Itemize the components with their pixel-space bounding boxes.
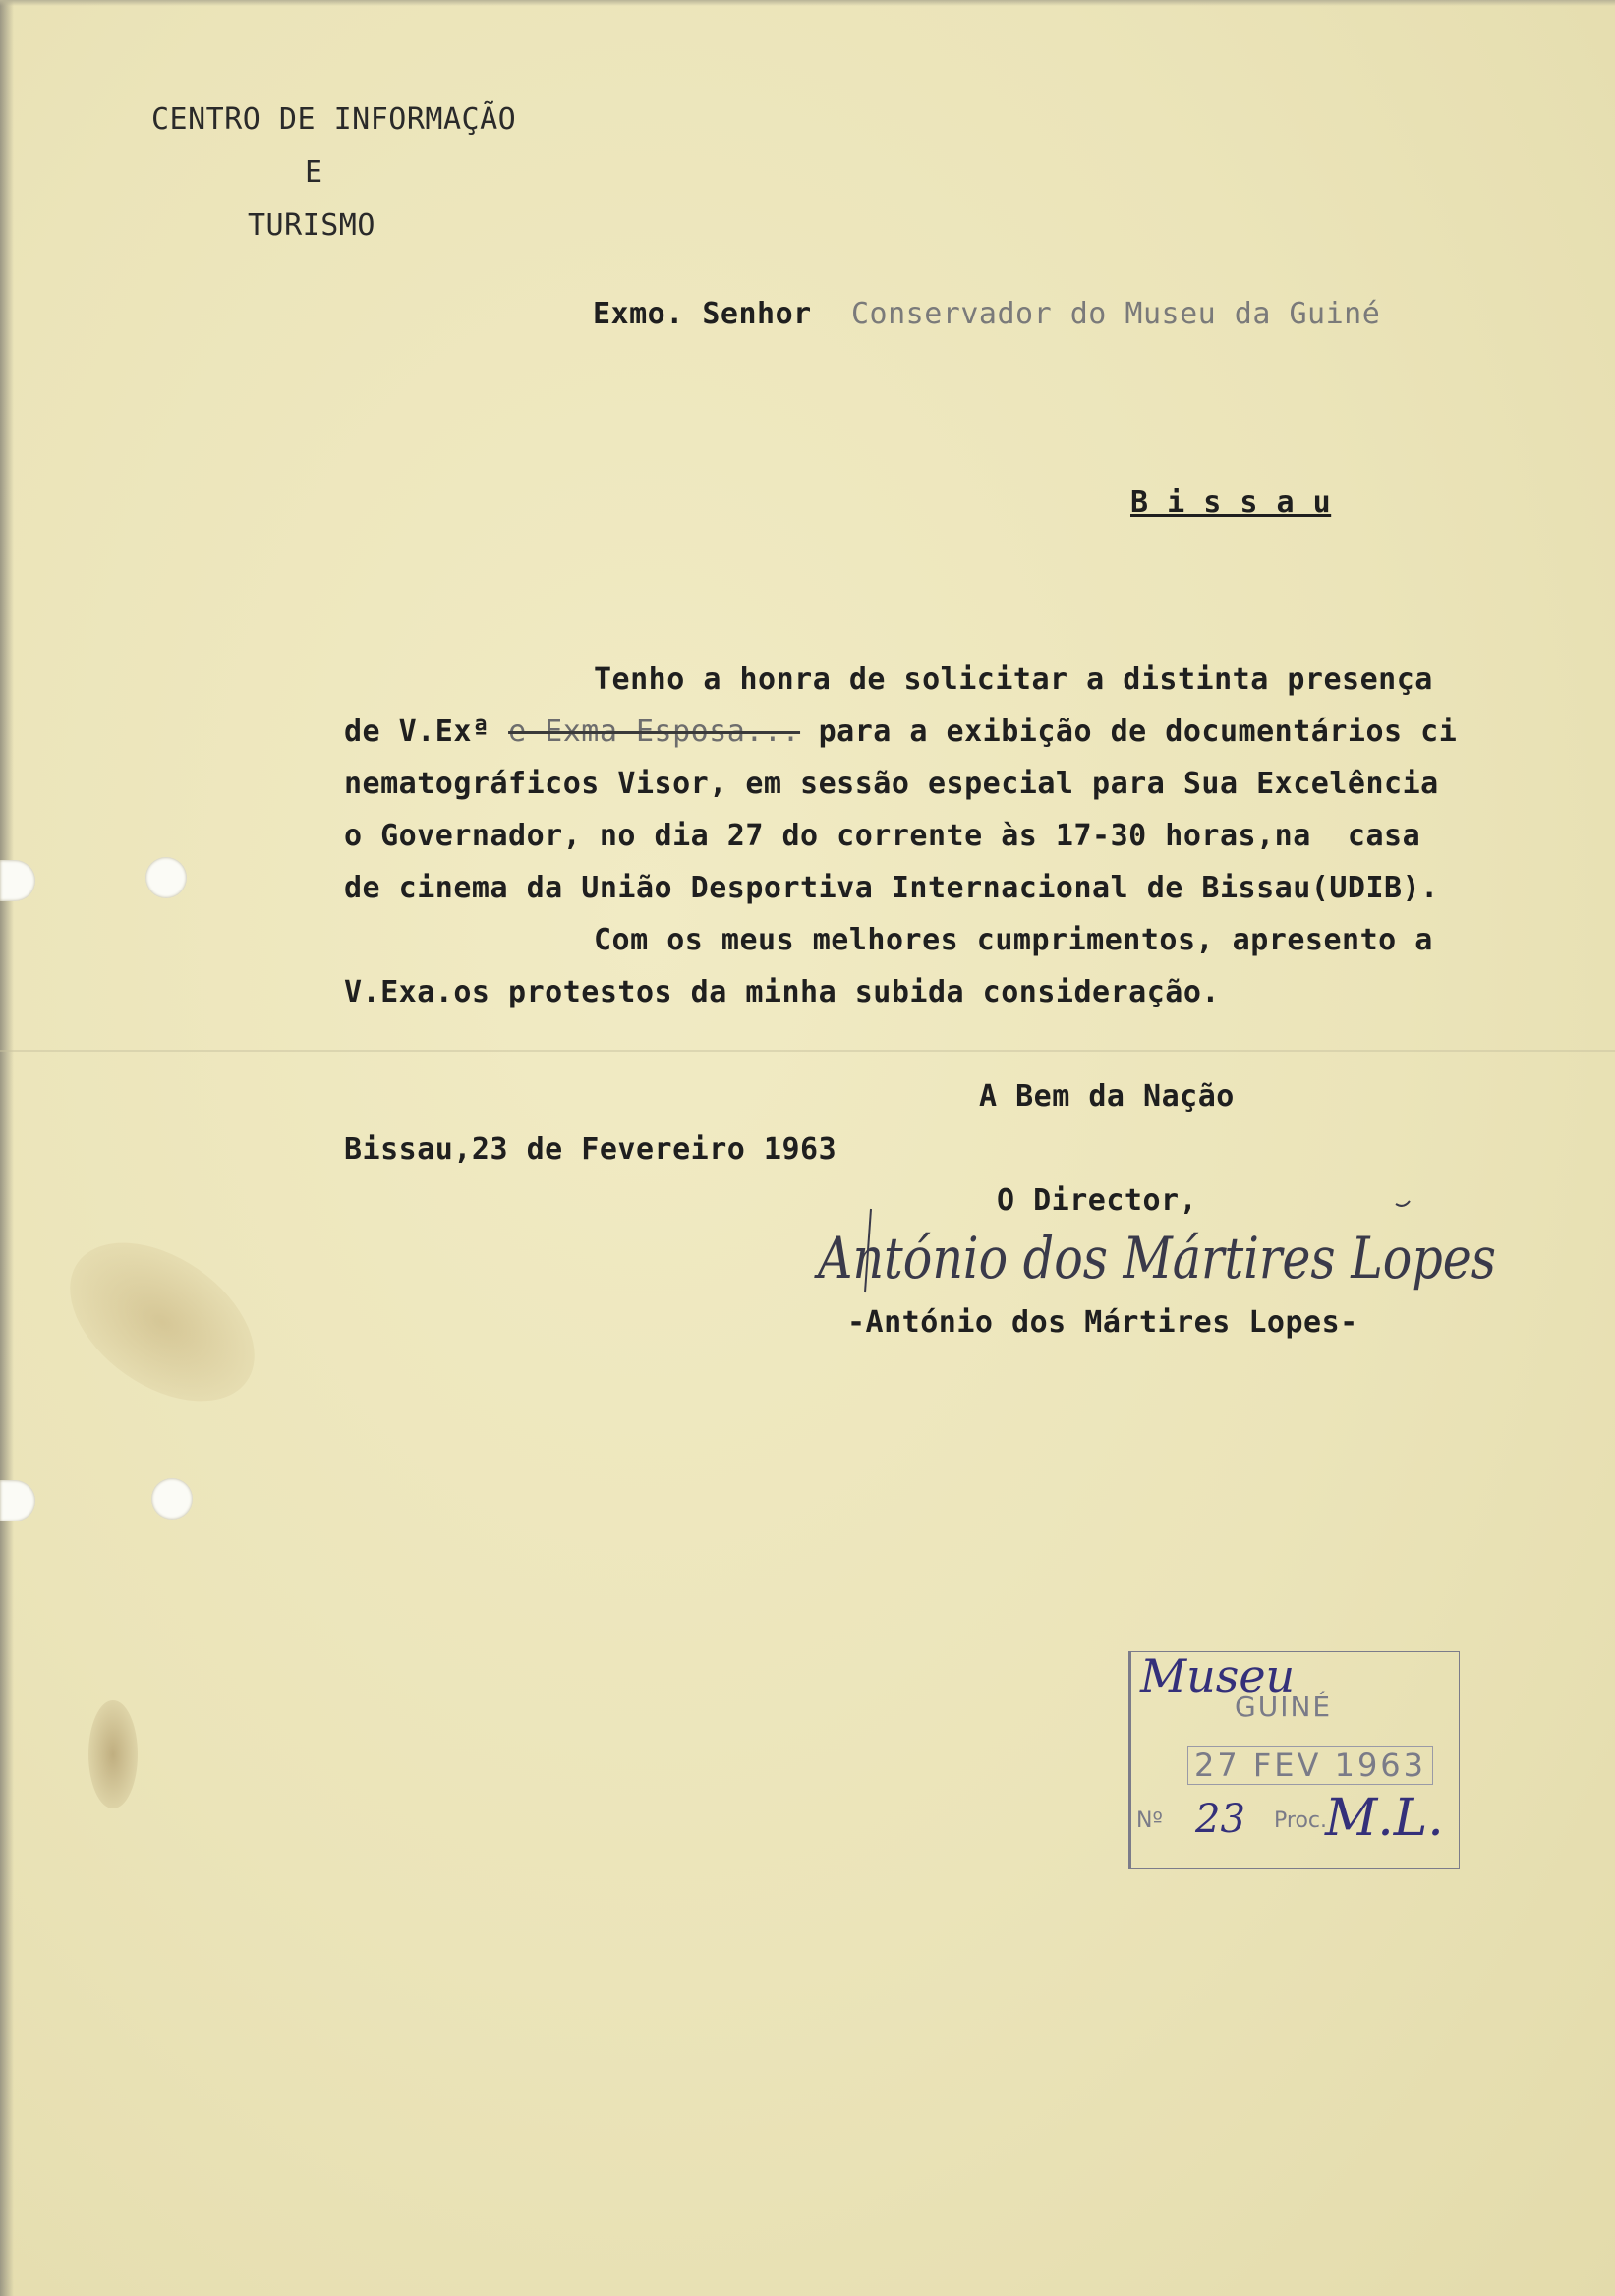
stamp-institution: GUINÉ bbox=[1235, 1691, 1333, 1723]
signatory-title: O Director, bbox=[997, 1183, 1198, 1218]
body-line-4: o Governador, no dia 27 do corrente às 17-30 horas,na casa bbox=[344, 819, 1421, 853]
body-line-5: de cinema da União Desportiva Internacional de Bissau(UDIB). bbox=[344, 871, 1439, 905]
body-line-1: Tenho a honra de solicitar a distinta presença bbox=[594, 662, 1433, 697]
stamp-institution-handwritten: Museu bbox=[1140, 1649, 1296, 1702]
stamp-date: 27 FEV 1963 bbox=[1187, 1746, 1433, 1785]
letterhead-line-2: E bbox=[305, 155, 323, 190]
body-line-2-start: de V.Exª bbox=[344, 715, 490, 749]
letterhead-line-3: TURISMO bbox=[248, 208, 375, 243]
punch-hole-upper bbox=[145, 857, 187, 898]
page-edge-shadow bbox=[0, 0, 14, 2296]
punch-hole-lower bbox=[151, 1478, 193, 1520]
punch-hole-edge-upper bbox=[0, 860, 35, 901]
closing-motto: A Bem da Nação bbox=[979, 1079, 1235, 1114]
receipt-stamp bbox=[1128, 1651, 1458, 1869]
stain bbox=[41, 1211, 284, 1434]
page-top-shadow bbox=[0, 0, 1615, 6]
place: B i s s a u bbox=[1130, 486, 1332, 520]
handwritten-signature bbox=[806, 1199, 1514, 1307]
body-line-2 bbox=[344, 715, 1457, 749]
recipient: Conservador do Museu da Guiné bbox=[851, 297, 1381, 331]
body-line-2-end: para a exibição de documentários ci bbox=[800, 715, 1458, 749]
stain bbox=[88, 1700, 138, 1808]
body-line-7: V.Exa.os protestos da minha subida consideração. bbox=[344, 975, 1220, 1009]
signatory-name: -António dos Mártires Lopes- bbox=[847, 1305, 1358, 1340]
body-line-3: nematográficos Visor, em sessão especial para Sua Excelência bbox=[344, 767, 1439, 801]
salutation: Exmo. Senhor bbox=[593, 297, 812, 331]
letter-date: Bissau,23 de Fevereiro 1963 bbox=[344, 1132, 837, 1167]
letterhead-line-1: CENTRO DE INFORMAÇÃO bbox=[151, 102, 517, 137]
fold-line bbox=[0, 1050, 1615, 1052]
stamp-no-label: Nº bbox=[1136, 1808, 1163, 1833]
punch-hole-edge-lower bbox=[0, 1480, 35, 1521]
body-line-6: Com os meus melhores cumprimentos, apresento a bbox=[594, 923, 1433, 957]
stamp-proc-label: Proc. bbox=[1274, 1808, 1327, 1833]
struck-text: e Exma Esposa... bbox=[508, 715, 801, 749]
stamp-number: 23 bbox=[1195, 1797, 1245, 1842]
stamp-initials: M.L. bbox=[1325, 1789, 1444, 1848]
signature-text: António dos Mártires Lopes bbox=[813, 1225, 1496, 1292]
